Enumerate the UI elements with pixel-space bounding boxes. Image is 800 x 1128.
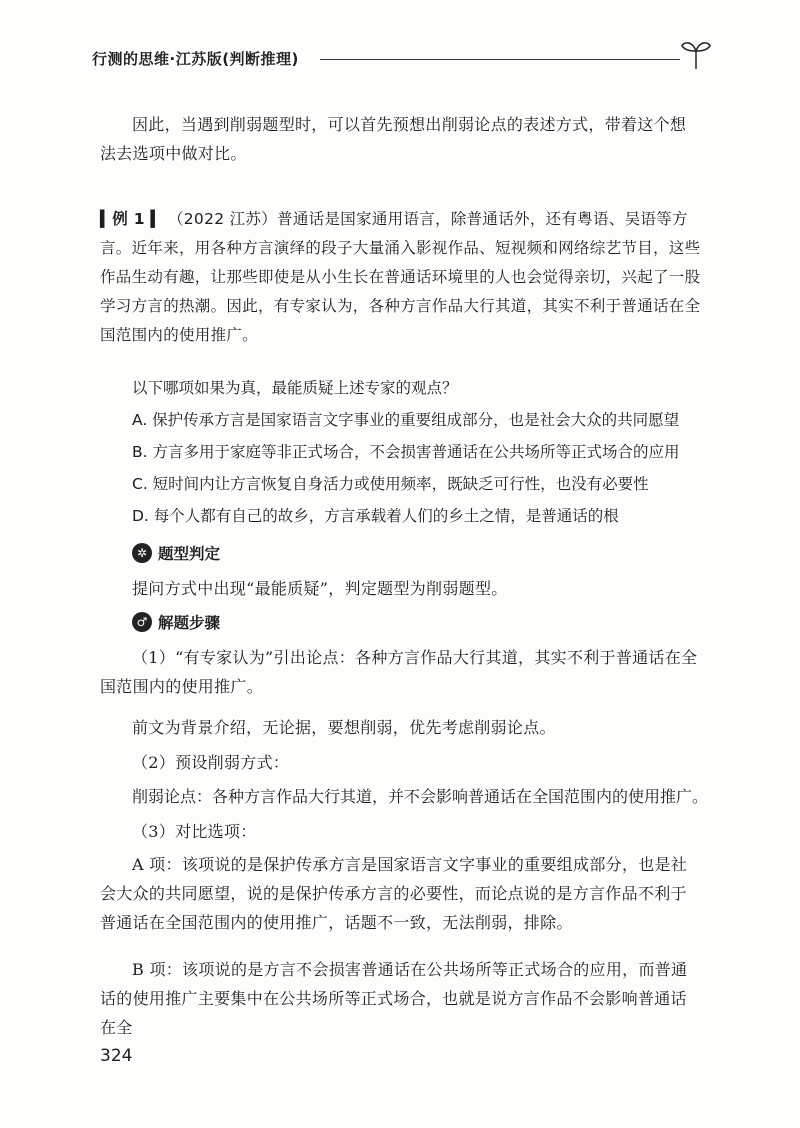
arrow-circle-icon: ♂ bbox=[132, 612, 152, 632]
example-source: （2022 江苏） bbox=[167, 210, 278, 228]
option-a: A. 保护传承方言是国家语言文字事业的重要组成部分，也是社会大众的共同愿望 bbox=[132, 411, 680, 429]
analysis-b: B 项：该项说的是方言不会损害普通话在公共场所等正式场合的应用，而普通话的使用推广主要集中在公共场所等正式场合，也就是说方言作品不会影响普通话在全 bbox=[100, 960, 688, 1037]
running-title: 行测的思维·江苏版(判断推理) bbox=[92, 50, 299, 68]
page-number: 324 bbox=[100, 1046, 133, 1066]
example-tag: ▍例 1 ▍ bbox=[100, 210, 163, 228]
section-type-text: 提问方式中出现“最能质疑”，判定题型为削弱题型。 bbox=[132, 579, 508, 598]
gear-icon: ✲ bbox=[132, 543, 152, 563]
header-rule bbox=[320, 59, 680, 60]
step-2-text: 削弱论点：各种方言作品大行其道，并不会影响普通话在全国范围内的使用推广。 bbox=[132, 787, 709, 806]
question-text: 以下哪项如果为真，最能质疑上述专家的观点？ bbox=[132, 379, 458, 397]
step-1-note: 前文为背景介绍，无论据，要想削弱，优先考虑削弱论点。 bbox=[132, 718, 556, 737]
option-b: B. 方言多用于家庭等非正式场合，不会损害普通话在公共场所等正式场合的应用 bbox=[132, 443, 680, 461]
analysis-a: A 项：该项说的是保护传承方言是国家语言文字事业的重要组成部分，也是社会大众的共同愿望，说的是保护传承方言的必要性，而论点说的是方言作品不利于普通话在全国范围内的使用推广，话题不一致，无法削弱，排除。 bbox=[100, 855, 688, 932]
intro-paragraph: 因此，当遇到削弱题型时，可以首先预想出削弱论点的表述方式，带着这个想法去选项中做对比。 bbox=[100, 115, 687, 163]
sprout-icon bbox=[680, 36, 712, 70]
step-1: （1）“有专家认为”引出论点：各种方言作品大行其道，其实不利于普通话在全国范围内的使用推广。 bbox=[100, 648, 698, 696]
step-3: （3）对比选项： bbox=[132, 822, 257, 841]
section-type-heading bbox=[132, 542, 220, 564]
section-steps-title: 解题步骤 bbox=[158, 614, 221, 632]
option-d: D. 每个人都有自己的故乡，方言承载着人们的乡土之情，是普通话的根 bbox=[132, 507, 619, 525]
example-stem bbox=[100, 205, 702, 350]
step-2: （2）预设削弱方式： bbox=[132, 753, 290, 772]
page-header bbox=[92, 36, 712, 76]
section-steps-heading bbox=[132, 611, 220, 633]
option-c: C. 短时间内让方言恢复自身活力或使用频率，既缺乏可行性，也没有必要性 bbox=[132, 475, 649, 493]
section-type-title: 题型判定 bbox=[158, 545, 221, 563]
example-stem-text: 普通话是国家通用语言，除普通话外，还有粤语、吴语等方言。近年来，用各种方言演绎的段子大量涌入影视作品、短视频和网络综艺节目，这些作品生动有趣，让那些即使是从小生长在普通话环境里的人也会觉得亲切，兴起了一股学习方言的热潮。因此，有专家认为，各种方言作品大行其道，其实不利于普通话在全国范围内的使用推广。 bbox=[100, 210, 701, 344]
